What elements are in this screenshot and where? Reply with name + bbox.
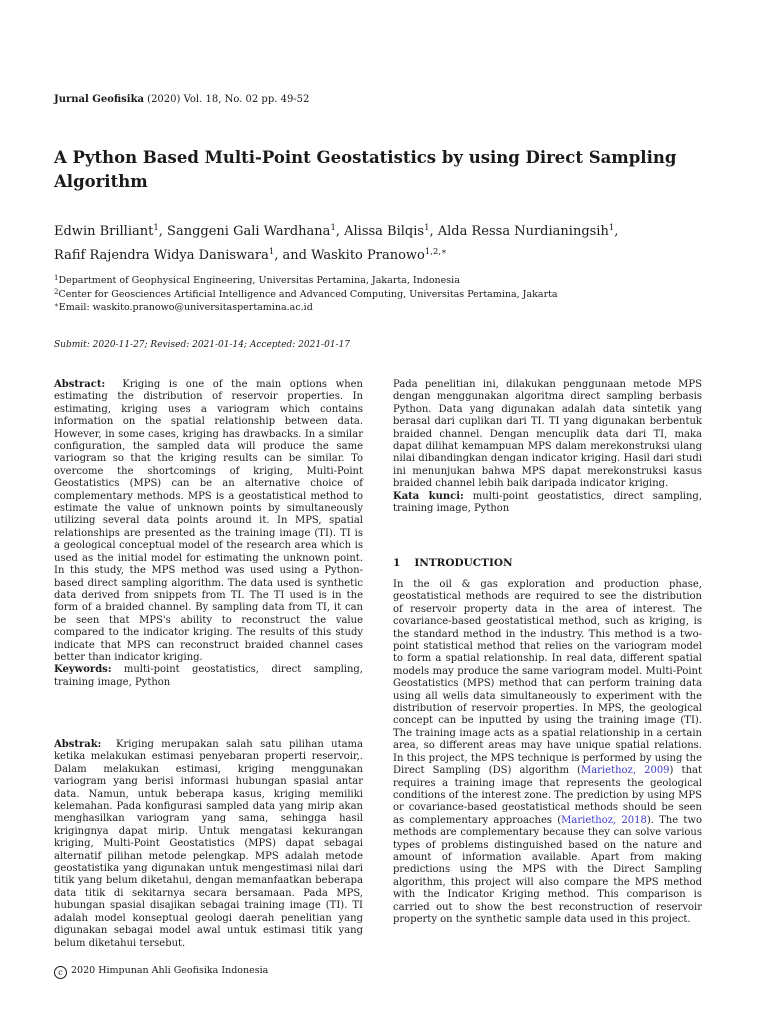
abstract-indonesian xyxy=(54,739,363,950)
author-affil-sup: 1 xyxy=(330,223,336,233)
corresponding-email: ∗Email: waskito.pranowo@universitaspertamina.ac.id xyxy=(54,301,313,313)
author-affil-sup: 1 xyxy=(424,223,430,233)
section-heading-introduction xyxy=(393,557,513,569)
author-affil-sup: 1 xyxy=(153,223,159,233)
journal-header xyxy=(54,94,309,105)
section-title: INTRODUCTION xyxy=(414,557,513,569)
keywords-label: Keywords: xyxy=(54,664,112,676)
abstract-label: Abstract: xyxy=(54,379,106,390)
author-affil-sup: 1,2,∗ xyxy=(424,247,447,257)
affiliation-1: $^1$Department of Geophysical Engineering, Universitas Pertamina, Jakarta, Indonesia xyxy=(54,274,460,286)
affiliation-2: $^2$Center for Geosciences Artificial Intelligence and Advanced Computing, Universitas Pertamina, Jakarta xyxy=(54,287,558,300)
author-affil-sup: 1 xyxy=(268,247,275,257)
copyright-icon: c xyxy=(54,966,67,979)
author-name: Edwin Brilliant xyxy=(54,224,154,239)
author-name: Waskito Pranowo xyxy=(311,248,425,263)
author-name: Alissa Bilqis xyxy=(344,224,425,239)
journal-name: Jurnal Geofisika xyxy=(54,94,144,105)
author-list: Edwin Brilliant$^1$, Sanggeni Gali Wardhana$^1$, Alissa Bilqis$^1$, Alda Ressa Nurdianingsih$^1$, Rafif Rajendra Widya Daniswara$^1$, and Waskito Pranowo$^{1,2,∗}$ xyxy=(54,223,619,263)
author-name: Sanggeni Gali Wardhana xyxy=(167,224,331,239)
author-name: Alda Ressa Nurdianingsih xyxy=(437,224,609,239)
citation-link[interactable]: Mariethoz, 2009 xyxy=(580,765,670,777)
abstrak-continuation xyxy=(393,379,702,515)
footer-text: 2020 Himpunan Ahli Geofisika Indonesia xyxy=(71,965,269,976)
abstract-english xyxy=(54,379,363,689)
submission-dates: Submit: 2020-11-27; Revised: 2021-01-14; Accepted: 2021-01-17 xyxy=(54,340,351,350)
citation-link[interactable]: Mariethoz, 2018 xyxy=(561,814,647,826)
author-name: Rafif Rajendra Widya Daniswara xyxy=(54,248,269,263)
keywords-text: multi-point geostatistics, direct sampling, training image, Python xyxy=(54,664,363,688)
affiliations xyxy=(54,274,714,315)
abstrak-label: Abstrak: xyxy=(54,739,102,750)
section-number: 1 xyxy=(393,557,401,569)
paper-title: A Python Based Multi-Point Geostatistics by using Direct Sampling Algorithm xyxy=(54,148,677,191)
introduction-body: In the oil & gas exploration and production phase, geostatistical methods are required to see the distribution of reservoir property data in the area of interest. The covariance-based geostatistical method, such as kriging, is the standard method in the industry. This method is a two-point statistical method that relies on the variogram model to form a spatial relationship. In real data, different spatial models may produce the same variogram model. Multi-Point Geostatistics (MPS) method that can perform training data using all wells data simultaneously to experiment with the distribution of reservoir properties. In MPS, the geological concept can be inputted by using the training image (TI). The training image acts as a spatial relationship in a certain area, so different areas may have unique spatial relations. In this project, the MPS technique is performed by using the Direct Sampling (DS) algorithm (Mariethoz, 2009) that requires a training image that represents the geological conditions of the interest zone. The prediction by using MPS or covariance-based geostatistical methods should be seen as complementary approaches (Mariethoz, 2018). The two methods are complementary because they can solve various types of problems distinguished based on the nature and amount of information available. Apart from making predictions using the MPS with the Direct Sampling algorithm, this project will also compare the MPS method with the Indicator Kriging method. This comparison is carried out to show the best reconstruction of reservoir property on the synthetic sample data used in this project. xyxy=(393,579,702,925)
journal-info: (2020) Vol. 18, No. 02 pp. 49-52 xyxy=(147,94,310,105)
kata-kunci-label: Kata kunci: xyxy=(393,490,464,502)
abstract-text: Kriging is one of the main options when estimating the distribution of reservoir properties. In estimating, kriging uses a variogram which contains information on the spatial relationship between data. However, in some cases, kriging has drawbacks. In a similar configuration, the sampled data will produce the same variogram so that the kriging results can be similar. To overcome the shortcomings of kriging, Multi-Point Geostatistics (MPS) can be an alternative choice of complementary methods. MPS is a geostatistical method to estimate the value of unknown points by simultaneously utilizing several data points around it. In MPS, spatial relationships are presented as the training image (TI). TI is a geological conceptual model of the research area which is used as the initial model for estimating the unknown point. In this study, the MPS method was used using a Python-based direct sampling algorithm. The data used is synthetic data derived from snippets from TI. The TI used is in the form of a braided channel. By sampling data from TI, it can be seen that MPS's ability to reconstruct the value compared to the indicator kriging. The results of this study indicate that MPS can reconstruct braided channel cases better than indicator kriging. xyxy=(54,379,363,663)
kata-kunci-text: multi-point geostatistics, direct sampling, training image, Python xyxy=(393,490,702,515)
abstrak-text: Kriging merupakan salah satu pilihan utama ketika melakukan estimasi penyebaran properti reservoir,. Dalam melakukan estimasi, kriging menggunakan variogram yang berisi informasi hubungan spasial antar data. Namun, untuk beberapa kasus, kriging memiliki kelemahan. Pada konfigurasi sampled data yang mirip akan menghasilkan variogram yang sama, sehingga hasil krigingnya dapat mirip. Untuk mengatasi kekurangan kriging, Multi-Point Geostatistics (MPS) dapat sebagai alternatif pilihan metode pelengkap. MPS adalah metode geostatistika yang digunakan untuk mengestimasi nilai dari titik yang belum diketahui, dengan memanfaatkan beberapa data titik di sekitarnya secara bersamaan. Pada MPS, hubungan spasial disajikan sebagai training image (TI). TI adalah model konseptual geologi daerah penelitian yang digunakan sebagai model awal untuk estimasi titik yang belum diketahui tersebut. xyxy=(54,739,363,949)
author-affil-sup: 1 xyxy=(608,223,615,233)
abstrak-continuation-text: Pada penelitian ini, dilakukan penggunaan metode MPS dengan menggunakan algoritma direct sampling berbasis Python. Data yang digunakan adalah data sintetik yang berasal dari cuplikan dari TI. TI yang digunakan berbentuk braided channel. Dengan mencuplik data dari TI, maka dapat dilihat kemampuan MPS dalam merekonstruksi ulang nilai dibandingkan dengan indicator kriging. Hasil dari studi ini menunjukan bahwa MPS dapat merekonstruksi kasus braided channel lebih baik daripada indicator kriging. xyxy=(393,379,702,490)
footer-copyright xyxy=(54,965,268,979)
